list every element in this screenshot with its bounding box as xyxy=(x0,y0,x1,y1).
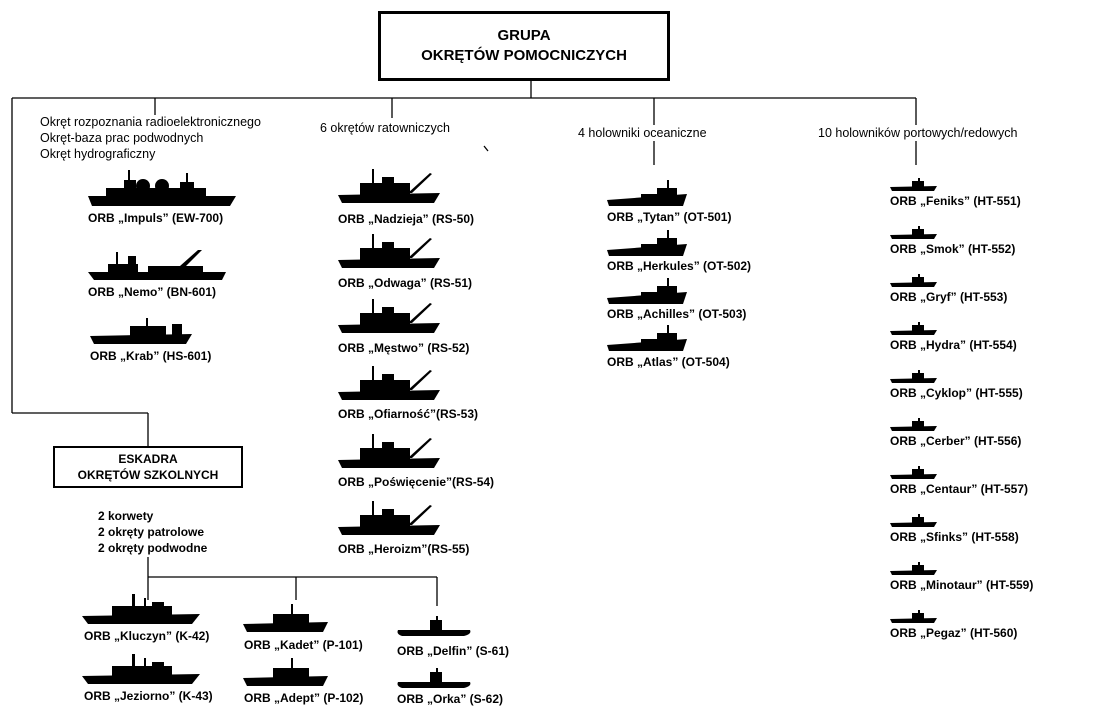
ship-label-gryf: ORB „Gryf” (HT-553) xyxy=(890,290,1008,304)
ship-label-achilles: ORB „Achilles” (OT-503) xyxy=(607,307,747,321)
root-title-line1: GRUPA xyxy=(497,27,551,44)
ship-icon-herkules xyxy=(607,230,689,258)
ship-label-ofiarnosc: ORB „Ofiarność”(RS-53) xyxy=(338,407,479,421)
ship-label-nadzieja: ORB „Nadzieja” (RS-50) xyxy=(338,212,475,226)
ship-label-smok: ORB „Smok” (HT-552) xyxy=(890,242,1016,256)
ship-icon-nemo xyxy=(88,246,228,282)
ship-label-cerber: ORB „Cerber” (HT-556) xyxy=(890,434,1022,448)
ship-icon-centaur xyxy=(890,466,938,480)
ship-icon-mestwo xyxy=(338,295,442,335)
ship-label-atlas: ORB „Atlas” (OT-504) xyxy=(607,355,730,369)
ship-icon-atlas xyxy=(607,325,689,353)
ship-label-mestwo: ORB „Męstwo” (RS-52) xyxy=(338,341,470,355)
school-summary-3: 2 okręty podwodne xyxy=(98,541,208,555)
ship-label-poswiecenie: ORB „Poświęcenie”(RS-54) xyxy=(338,475,495,489)
ship-label-minotaur: ORB „Minotaur” (HT-559) xyxy=(890,578,1034,592)
ship-icon-adept xyxy=(243,658,329,688)
ship-label-heroizm: ORB „Heroizm”(RS-55) xyxy=(338,542,470,556)
ship-icon-tytan xyxy=(607,180,689,208)
ship-label-odwaga: ORB „Odwaga” (RS-51) xyxy=(338,276,473,290)
ship-icon-minotaur xyxy=(890,562,938,576)
school-summary-2: 2 okręty patrolowe xyxy=(98,525,205,539)
ship-label-centaur: ORB „Centaur” (HT-557) xyxy=(890,482,1029,496)
ship-label-herkules: ORB „Herkules” (OT-502) xyxy=(607,259,752,273)
ship-label-sfinks: ORB „Sfinks” (HT-558) xyxy=(890,530,1019,544)
school-box-line1: ESKADRA xyxy=(118,452,178,466)
ship-icon-achilles xyxy=(607,278,689,306)
ship-label-impuls: ORB „Impuls” (EW-700) xyxy=(88,211,224,225)
ship-icon-gryf xyxy=(890,274,938,288)
ship-icon-poswiecenie xyxy=(338,430,442,470)
school-squadron-box xyxy=(53,446,243,488)
ship-icon-feniks xyxy=(890,178,938,192)
ship-label-feniks: ORB „Feniks” (HT-551) xyxy=(890,194,1021,208)
school-box-line2: OKRĘTÓW SZKOLNYCH xyxy=(77,468,219,482)
ship-icon-heroizm xyxy=(338,497,442,537)
ship-icon-odwaga xyxy=(338,230,442,270)
ship-icon-krab xyxy=(90,316,194,346)
col4-heading: 10 holowników portowych/redowych xyxy=(818,126,1018,140)
ship-label-hydra: ORB „Hydra” (HT-554) xyxy=(890,338,1017,352)
ship-label-adept: ORB „Adept” (P-102) xyxy=(244,691,364,705)
ship-icon-jeziorno xyxy=(82,650,202,686)
ship-icon-cyklop xyxy=(890,370,938,384)
root-box xyxy=(378,11,670,81)
ship-label-orka: ORB „Orka” (S-62) xyxy=(397,692,504,706)
ship-label-delfin: ORB „Delfin” (S-61) xyxy=(397,644,510,658)
ship-label-pegaz: ORB „Pegaz” (HT-560) xyxy=(890,626,1018,640)
col2-heading: 6 okrętów ratowniczych xyxy=(320,121,450,135)
ship-label-krab: ORB „Krab” (HS-601) xyxy=(90,349,212,363)
ship-label-kluczyn: ORB „Kluczyn” (K-42) xyxy=(84,629,210,643)
col1-heading-3: Okręt hydrograficzny xyxy=(40,147,156,161)
ship-icon-nadzieja xyxy=(338,165,442,205)
col1-heading-1: Okręt rozpoznania radioelektronicznego xyxy=(40,115,261,129)
ship-icon-smok xyxy=(890,226,938,240)
col3-heading: 4 holowniki oceaniczne xyxy=(578,126,707,140)
ship-icon-kadet xyxy=(243,604,329,634)
ship-label-jeziorno: ORB „Jeziorno” (K-43) xyxy=(84,689,213,703)
ship-label-tytan: ORB „Tytan” (OT-501) xyxy=(607,210,732,224)
ship-icon-cerber xyxy=(890,418,938,432)
ship-icon-ofiarnosc xyxy=(338,362,442,402)
ship-icon-sfinks xyxy=(890,514,938,528)
submarine-icon-delfin xyxy=(396,616,472,640)
ship-icon-impuls xyxy=(88,170,238,208)
ship-label-kadet: ORB „Kadet” (P-101) xyxy=(244,638,363,652)
root-title-line2: OKRĘTÓW POMOCNICZYCH xyxy=(421,47,627,64)
ship-icon-kluczyn xyxy=(82,590,202,626)
submarine-icon-orka xyxy=(396,668,472,692)
ship-label-nemo: ORB „Nemo” (BN-601) xyxy=(88,285,217,299)
ship-label-cyklop: ORB „Cyklop” (HT-555) xyxy=(890,386,1023,400)
col1-heading-2: Okręt-baza prac podwodnych xyxy=(40,131,204,145)
ship-icon-hydra xyxy=(890,322,938,336)
stray-tick xyxy=(484,146,488,151)
school-summary-1: 2 korwety xyxy=(98,509,154,523)
ship-icon-pegaz xyxy=(890,610,938,624)
